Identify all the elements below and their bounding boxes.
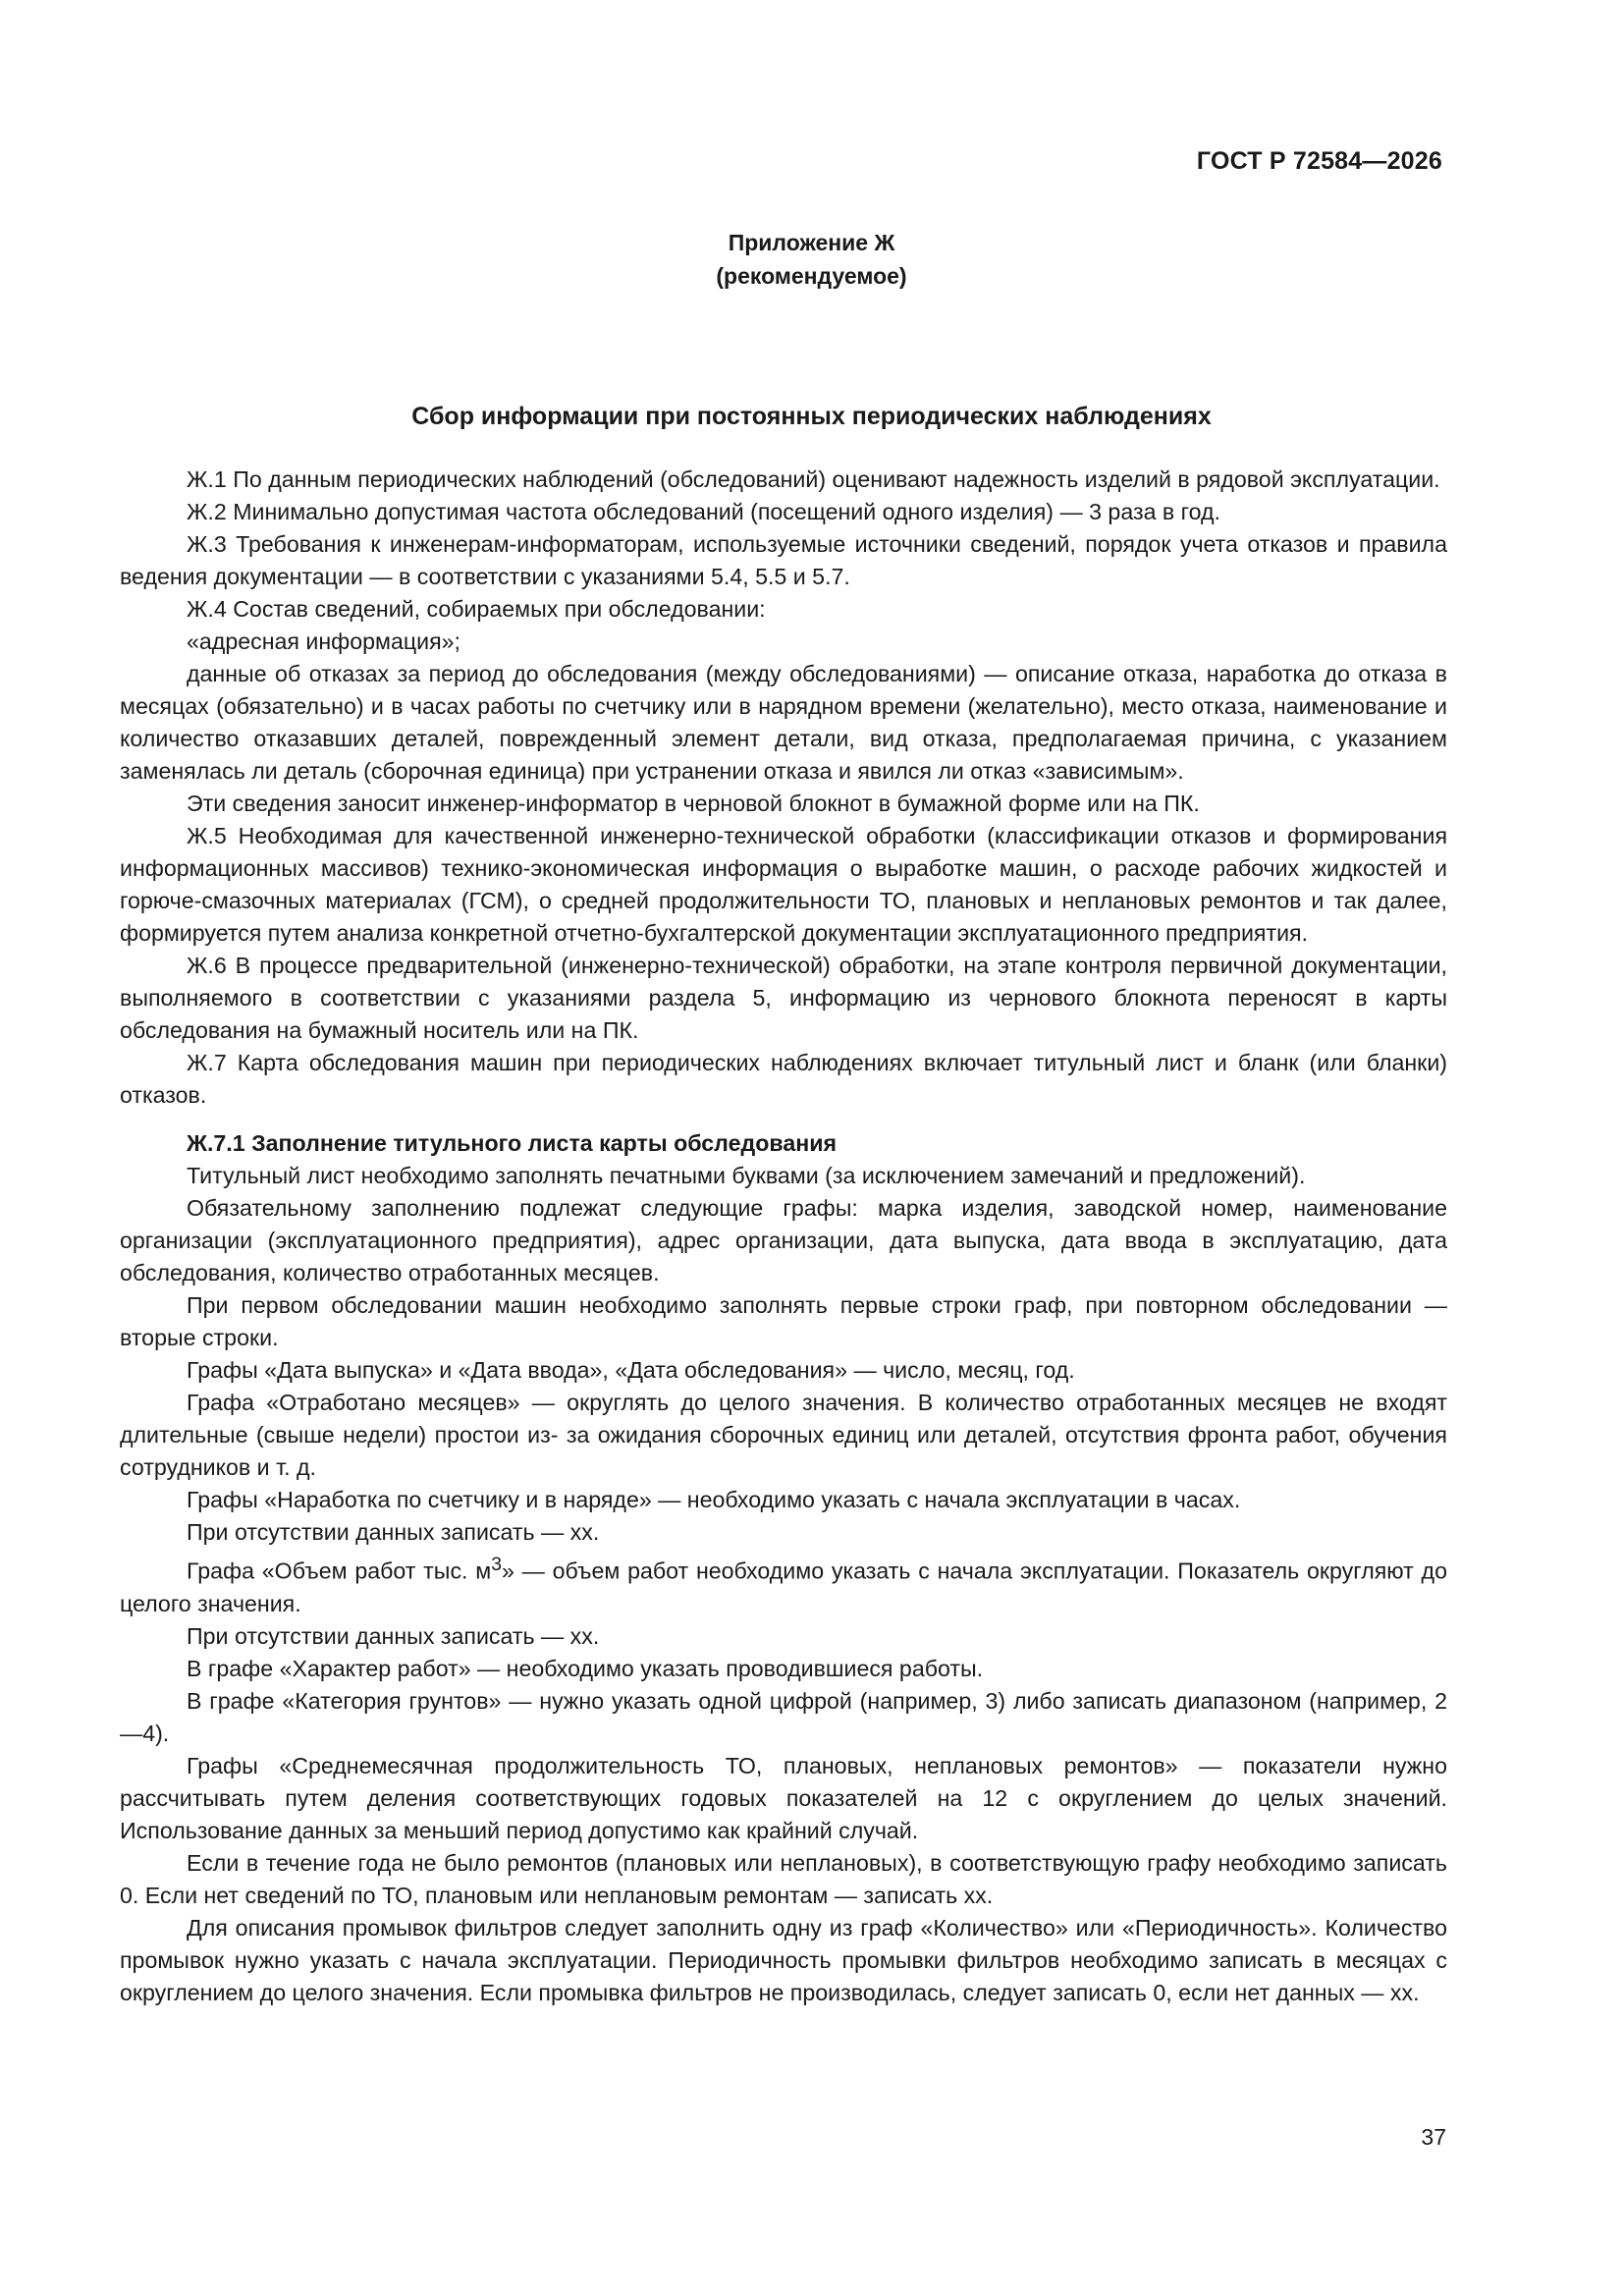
section-title: Сбор информации при постоянных периодических наблюдениях [411,403,1212,430]
paragraph: Ж.5 Необходимая для качественной инженерно-технической обработки (классификации отказов и формирования информационных массивов) технико-экономическая информация о выработке машин, о расходе рабочих жидкостей и горюче-смазочных материалах (ГСМ), о средней продолжительности ТО, плановых и неплановых ремонтов и так далее, формируется путем анализа конкретной отчетно-бухгалтерской документации эксплуатационного предприятия. [120,823,1447,946]
paragraph: Графа «Отработано месяцев» — округлять до целого значения. В количество отработанных месяцев не входят длительные (свыше недели) простои из- за ожидания сборочных единиц или деталей, отсутствия фронта работ, обучения сотрудников и т. д. [120,1390,1447,1480]
paragraph-text: » — объем работ необходимо указать с начала эксплуатации. Показатель округляют до целого значения. [120,1558,1447,1616]
superscript: 3 [491,1555,502,1575]
paragraph: данные об отказах за период до обследования (между обследованиями) — описание отказа, наработка до отказа в месяцах (обязательно) и в часах работы по счетчику или в нарядном времени (желательно), место отказа, наименование и количество отказавших деталей, поврежденный элемент детали, вид отказа, предполагаемая причина, с указанием заменялась ли деталь (сборочная единица) при устранении отказа и явился ли отказ «зависимым». [120,661,1447,784]
paragraph: При отсутствии данных записать — хх. [187,1519,600,1545]
paragraph: При отсутствии данных записать — хх. [187,1622,600,1649]
paragraph: «адресная информация»; [187,629,460,654]
paragraph: Графы «Дата выпуска» и «Дата ввода», «Дата обследования» — число, месяц, год. [187,1357,1075,1383]
paragraph: Ж.1 По данным периодических наблюдений (обследований) оценивают надежность изделий в рядовой эксплуатации. [187,466,1440,492]
subsection-heading: Ж.7.1 Заполнение титульного листа карты обследования [187,1130,838,1156]
paragraph: Графы «Наработка по счетчику и в наряде» — необходимо указать с начала эксплуатации в часах. [187,1487,1241,1512]
paragraph: В графе «Категория грунтов» — нужно указать одной цифрой (например, 3) либо записать диапазоном (например, 2—4). [120,1687,1447,1746]
paragraph: Эти сведения заносит инженер-информатор в черновой блокнот в бумажной форме или на ПК. [187,791,1200,816]
body-text [120,464,1447,2009]
paragraph: Ж.3 Требования к инженерам-информаторам, используемые источники сведений, порядок учета отказов и правила ведения документации — в соответствии с указаниями 5.4, 5.5 и 5.7. [120,531,1447,589]
paragraph: Титульный лист необходимо заполнять печатными буквами (за исключением замечаний и предложений). [187,1163,1306,1188]
paragraph: При первом обследовании машин необходимо заполнять первые строки граф, при повторном обследовании — вторые строки. [120,1292,1447,1350]
paragraph: Ж.7 Карта обследования машин при периодических наблюдениях включает титульный лист и бланк (или бланки) отказов. [120,1050,1447,1108]
page-number: 37 [1421,2124,1446,2150]
paragraph: В графе «Характер работ» — необходимо указать проводившиеся работы. [187,1655,984,1681]
paragraph: Ж.4 Состав сведений, собираемых при обследовании: [187,596,766,622]
paragraph: Для описания промывок фильтров следует заполнить одну из граф «Количество» или «Периодичность». Количество промывок нужно указать с начала эксплуатации. Периодичность промывки фильтров необходимо записать в месяцах с округлением до целого значения. Если промывка фильтров не производилась, следует записать 0, если нет данных — хх. [120,1914,1447,2005]
paragraph: Ж.2 Минимально допустимая частота обследований (посещений одного изделия) — 3 раза в год. [187,499,1220,524]
paragraph: Если в течение года не было ремонтов (плановых или неплановых), в соответствующую графу необходимо записать 0. Если нет сведений по ТО, плановым или неплановым ремонтам — записать хх. [120,1849,1447,1908]
paragraph: Графы «Среднемесячная продолжительность ТО, плановых, неплановых ремонтов» — показатели нужно рассчитывать путем деления соответствующих годовых показателей на 12 с округлением до целых значений. Использование данных за меньший период допустимо как крайний случай. [120,1752,1447,1843]
appendix-status: (рекомендуемое) [716,263,907,289]
paragraph: Обязательному заполнению подлежат следующие графы: марка изделия, заводской номер, наименование организации (эксплуатационного предприятия), адрес организации, дата выпуска, дата ввода в эксплуатацию, дата обследования, количество отработанных месяцев. [120,1195,1447,1285]
standard-number: ГОСТ Р 72584—2026 [1196,147,1442,175]
paragraph-text: Графа «Объем работ тыс. м [187,1558,492,1584]
paragraph [120,1549,1447,1620]
appendix-title: Приложение Ж [728,230,895,255]
appendix-heading [0,226,1623,293]
paragraph: Ж.6 В процессе предварительной (инженерно-технической) обработки, на этапе контроля первичной документации, выполняемого в соответствии с указаниями раздела 5, информацию из чернового блокнота переносят в карты обследования на бумажный носитель или на ПК. [120,953,1447,1043]
